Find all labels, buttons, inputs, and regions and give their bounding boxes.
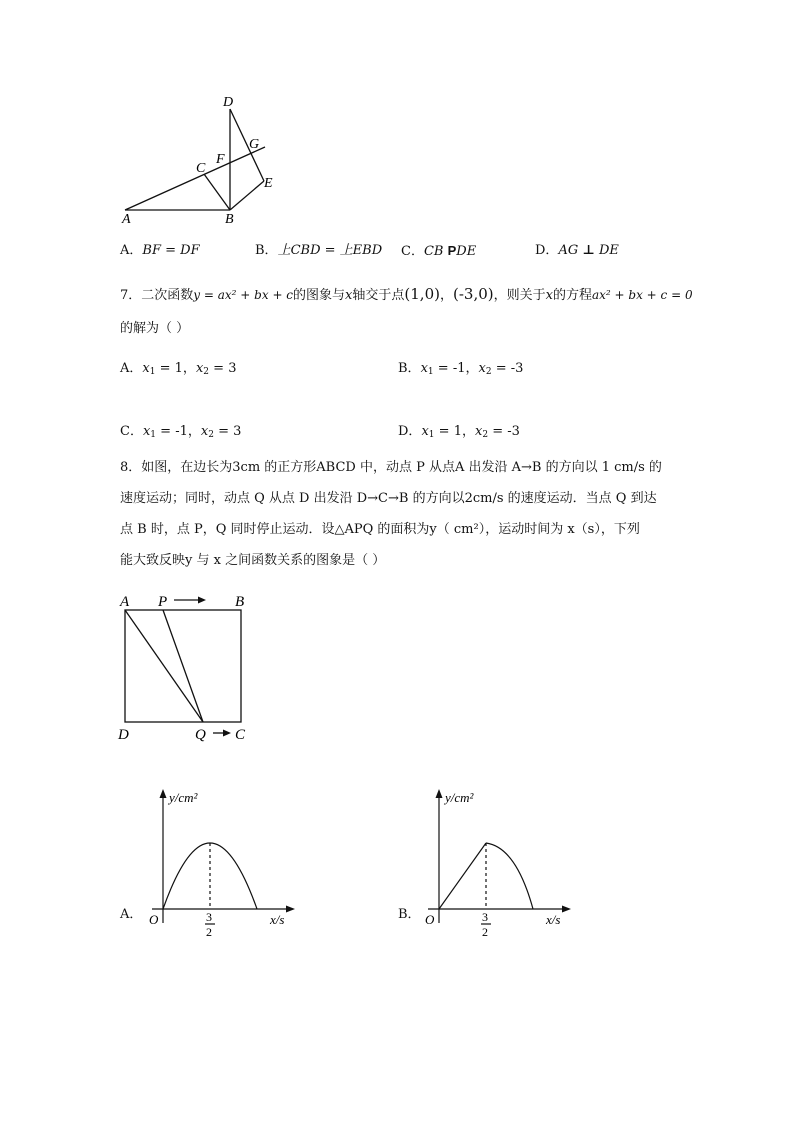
origin-label: O — [149, 912, 159, 927]
root-2: -3 — [510, 361, 524, 376]
option-key: D． — [535, 243, 559, 258]
root-2: 3 — [233, 424, 242, 439]
q6-geometry-figure — [110, 90, 310, 225]
q8-stem-line3: 点 B 时，点 P，Q 同时停止运动．设△APQ 的面积为y（ cm²），运动时间为 x（s），下列 — [120, 522, 640, 537]
stem-text: 的图象与 — [293, 288, 346, 303]
option-op: = — [320, 243, 340, 258]
root-1: -1 — [175, 424, 188, 439]
label-C: C — [235, 727, 246, 743]
q6-option-c[interactable] — [401, 244, 476, 258]
label-D: D — [223, 95, 234, 110]
point-1: (1,0) — [404, 285, 440, 303]
q8-graph-option-b[interactable] — [416, 785, 586, 945]
question-number: 7． — [120, 288, 142, 303]
option-lhs: AG — [558, 243, 579, 258]
x-axis-label: x/s — [546, 912, 561, 927]
label-G: G — [249, 137, 260, 152]
option-key: C． — [401, 244, 424, 259]
q8-stem-line1: 8．如图，在边长为3cm 的正方形ABCD 中，动点 P 从点A 出发沿 A→B 的方向以 1 cm/s 的 — [120, 460, 662, 475]
q7-option-a[interactable]: A．$x_1 = 1$，$x_2 = 3$ — [120, 361, 237, 377]
q6-option-d[interactable] — [535, 244, 619, 257]
y-axis-label: y/cm² — [445, 790, 474, 805]
q6-option-b[interactable] — [255, 244, 382, 257]
q7-option-b[interactable]: B．$x_1 = -1$，$x_2 = -3$ — [398, 361, 524, 377]
separator: ， — [439, 288, 453, 303]
option-key: D． — [398, 424, 422, 439]
q8-stem-line2: 速度运动；同时，动点 Q 从点 D 出发沿 D→C→B 的方向以2cm/s 的速度运动．当点 Q 到达 — [120, 491, 657, 506]
x-arrowhead — [562, 906, 571, 913]
option-rhs: DE — [598, 243, 619, 258]
segment-AG — [125, 147, 265, 210]
curve-linear-part — [439, 843, 486, 909]
x-axis-label: x/s — [270, 912, 285, 927]
option-key: C． — [120, 424, 143, 439]
root-2: 3 — [228, 361, 237, 376]
curve-parabola-part — [486, 843, 533, 909]
option-rhs: DF — [180, 243, 200, 258]
label-P: P — [158, 594, 168, 610]
q6-option-a[interactable] — [120, 244, 200, 257]
stem-text: 二次函数 — [141, 288, 194, 303]
stem-text: ，则关于 — [493, 288, 546, 303]
q8-graph-option-b-key[interactable]: B． — [398, 907, 421, 922]
q8-square-figure — [110, 588, 270, 748]
stem-text: 轴交于点 — [352, 288, 405, 303]
label-F: F — [216, 152, 225, 167]
root-2: -3 — [507, 424, 520, 439]
root-1: 1 — [453, 424, 462, 439]
q7-option-d[interactable]: D．$x_1 = 1$，$x_2 = -3$ — [398, 424, 520, 440]
variable-x: x — [545, 288, 553, 303]
root-1: -1 — [452, 361, 466, 376]
function-expression: y = ax² + bx + c — [193, 288, 294, 302]
option-key: B． — [255, 243, 278, 258]
option-key: B． — [398, 361, 421, 376]
stem-text: 的方程 — [552, 288, 592, 303]
option-lhs: 上CBD — [277, 243, 321, 258]
label-D: D — [118, 727, 129, 743]
equation: ax² + bx + c = 0 — [592, 288, 693, 302]
x-arrowhead — [286, 906, 295, 913]
q7-option-c[interactable]: C．$x_1 = -1$，$x_2 = 3$ — [120, 424, 242, 440]
segment-BC — [204, 174, 230, 210]
tick-numerator: 3 — [482, 910, 488, 924]
option-op: P — [447, 243, 457, 258]
label-B: B — [235, 594, 245, 610]
segment-PQ — [163, 610, 203, 722]
tick-denominator: 2 — [482, 925, 488, 939]
arrowhead-P — [198, 597, 206, 604]
q7-stem-line1 — [120, 287, 693, 302]
option-rhs: DE — [456, 244, 477, 259]
point-2: (-3,0) — [452, 285, 494, 303]
arrowhead-Q — [223, 730, 231, 737]
label-C: C — [196, 161, 206, 176]
y-arrowhead — [160, 789, 167, 798]
tick-denominator: 2 — [206, 925, 212, 939]
option-key: A． — [120, 243, 143, 258]
option-key: A． — [120, 361, 143, 376]
y-axis-label: y/cm² — [169, 790, 198, 805]
root-1: 1 — [174, 361, 183, 376]
option-lhs: CB — [423, 244, 444, 259]
option-lhs: BF — [142, 243, 161, 258]
option-op: ⊥ — [582, 243, 595, 258]
option-rhs: 上EBD — [339, 243, 383, 258]
segment-BE — [230, 181, 264, 210]
segment-AQ — [125, 610, 203, 722]
label-E: E — [264, 176, 273, 191]
q8-graph-option-a-key[interactable]: A． — [120, 907, 143, 922]
label-B: B — [225, 212, 234, 227]
q7-stem-line2: 的解为（ ） — [120, 321, 190, 336]
variable-x: x — [345, 288, 353, 303]
q8-graph-option-a[interactable] — [140, 785, 310, 945]
option-op: = — [160, 243, 181, 258]
label-A: A — [122, 212, 131, 227]
q8-stem-line4: 能大致反映y 与 x 之间函数关系的图象是（ ） — [120, 553, 386, 568]
label-A: A — [120, 594, 130, 610]
origin-label: O — [425, 912, 435, 927]
y-arrowhead — [436, 789, 443, 798]
tick-numerator: 3 — [206, 910, 212, 924]
label-Q: Q — [195, 727, 206, 743]
